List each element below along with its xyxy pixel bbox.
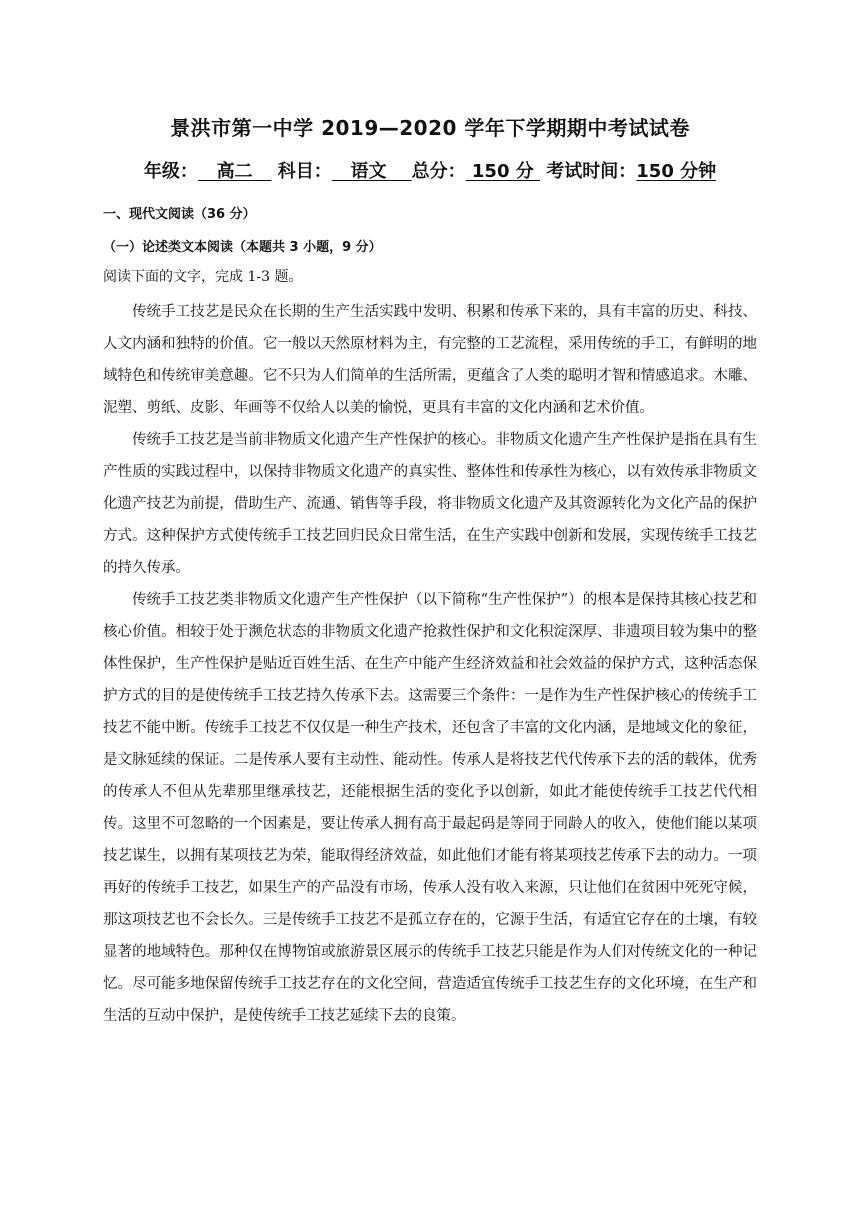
subject-value: 语文 [331,161,412,182]
exam-info-line [0,157,860,183]
section-heading-modern-reading: 一、现代文阅读（36 分） [103,207,256,222]
subject-label: 科目： [277,161,332,182]
passage-paragraph-2: 传统手工技艺是当前非物质文化遗产生产性保护的核心。非物质文化遗产生产性保护是指在具有生产性质的实践过程中，以保持非物质文化遗产的真实性、整体性和传承性为核心，以有效传承非物质文化遗产技艺为前提，借助生产、流通、销售等手段，将非物质文化遗产及其资源转化为文化产品的保护方式。这种保护方式使传统手工技艺回归民众日常生活，在生产实践中创新和发展，实现传统手工技艺的持久传承。 [103,432,757,576]
score-value: 150 分 [465,161,540,182]
score-label: 总分： [411,161,466,182]
time-value: 150 分钟 [636,161,717,182]
grade-label: 年级： [143,161,198,182]
reading-instruction: 阅读下面的文字，完成 1-3 题。 [103,269,303,285]
section-heading-argumentative-reading: （一）论述类文本阅读（本题共 3 小题，9 分） [103,240,382,255]
passage-paragraph-1: 传统手工技艺是民众在长期的生产生活实践中发明、积累和传承下来的，具有丰富的历史、科技、人文内涵和独特的价值。它一般以天然原材料为主，有完整的工艺流程，采用传统的手工，有鲜明的地域特色和传统审美意趣。它不只为人们简单的生活所需，更蕴含了人类的聪明才智和情感追求。木雕、泥塑、剪纸、皮影、年画等不仅给人以美的愉悦，更具有丰富的文化内涵和艺术价值。 [103,304,757,416]
exam-title: 景洪市第一中学 2019—2020 学年下学期期中考试试卷 [170,116,690,140]
passage-paragraph-3: 传统手工技艺类非物质文化遗产生产性保护（以下简称“生产性保护”）的根本是保持其核心技艺和核心价值。相较于处于濒危状态的非物质文化遗产抢救性保护和文化积淀深厚、非遗项目较为集中的整体性保护，生产性保护是贴近百姓生活、在生产中能产生经济效益和社会效益的保护方式，这种活态保护方式的目的是使传统手工技艺持久传承下去。这需要三个条件：一是作为生产性保护核心的传统手工技艺不能中断。传统手工技艺不仅仅是一种生产技术，还包含了丰富的文化内涵，是地域文化的象征，是文脉延续的保证。二是传承人要有主动性、能动性。传承人是将技艺代代传承下去的活的载体，优秀的传承人不但从先辈那里继承技艺，还能根据生活的变化予以创新，如此才能使传统手工技艺代代相传。这里不可忽略的一个因素是，要让传承人拥有高于最起码是等同于同龄人的收入，使他们能以某项技艺谋生，以拥有某项技艺为荣，能取得经济效益，如此他们才能有将某项技艺传承下去的动力。一项再好的传统手工技艺，如果生产的产品没有市场，传承人没有收入来源，只让他们在贫困中死死守候，那这项技艺也不会长久。三是传统手工技艺不是孤立存在的，它源于生活，有适宜它存在的土壤，有较显著的地域特色。那种仅在博物馆或旅游景区展示的传统手工技艺只能是作为人们对传统文化的一种记忆。尽可能多地保留传统手工技艺存在的文化空间，营造适宜传统手工技艺生存的文化环境，在生产和生活的互动中保护，是使传统手工技艺延续下去的良策。 [103,592,757,1024]
time-label: 考试时间： [546,161,637,182]
reading-passage [103,296,757,1032]
grade-value: 高二 [197,161,272,182]
